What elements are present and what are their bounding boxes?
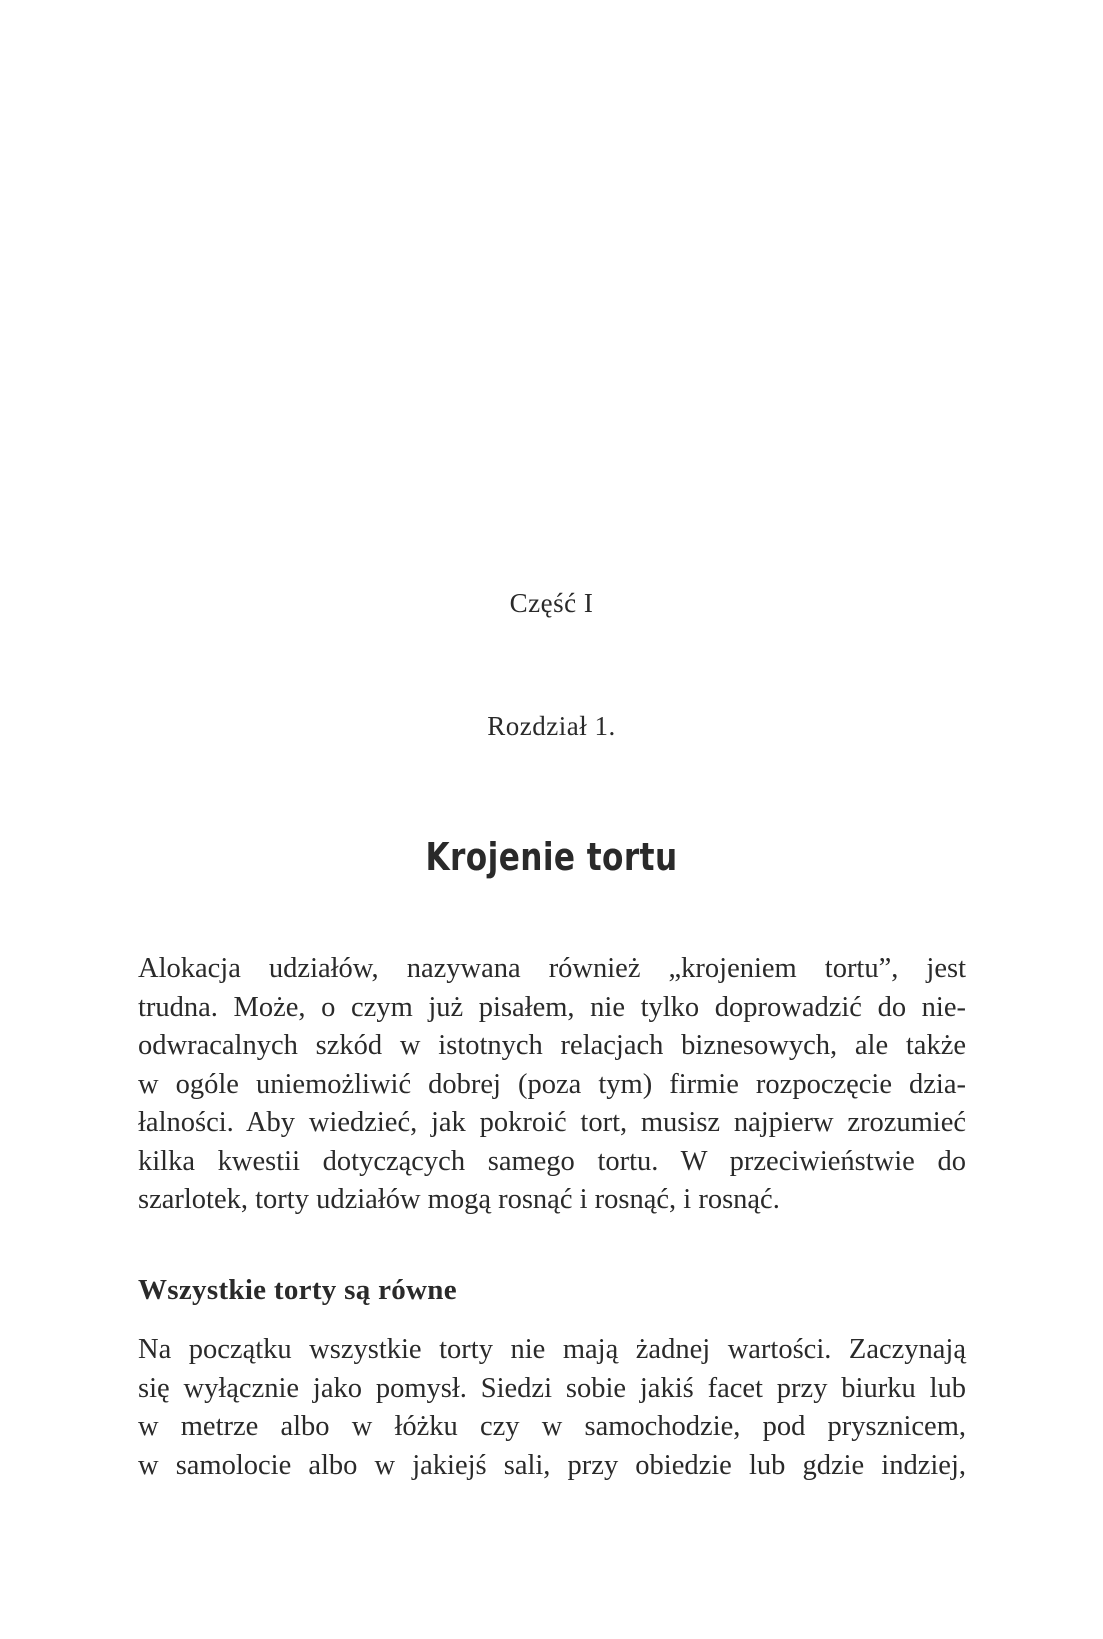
part-label: Część I bbox=[509, 588, 594, 618]
chapter-title: Krojenie tortu bbox=[425, 835, 678, 879]
paragraph-line: w ogóle uniemożliwić dobrej (poza tym) firmie rozpoczęcie dzia- bbox=[138, 1068, 966, 1100]
paragraph-line: szarlotek, torty udziałów mogą rosnąć i rosnąć, i rosnąć. bbox=[138, 1184, 780, 1215]
second-paragraph bbox=[138, 1331, 966, 1485]
paragraph-line: łalności. Aby wiedzieć, jak pokroić tort, musisz najpierw zrozumieć bbox=[138, 1107, 966, 1138]
paragraph-line: kilka kwestii dotyczących samego tortu. W przeciwieństwie do bbox=[138, 1145, 966, 1177]
intro-paragraph bbox=[138, 950, 966, 1220]
paragraph-line: się wyłącznie jako pomysł. Siedzi sobie jakiś facet przy biurku lub bbox=[138, 1372, 966, 1404]
chapter-label: Rozdział 1. bbox=[487, 711, 616, 741]
paragraph-line: trudna. Może, o czym już pisałem, nie tylko doprowadzić do nie- bbox=[138, 991, 966, 1023]
paragraph-line: w metrze albo w łóżku czy w samochodzie, pod prysznicem, bbox=[138, 1411, 966, 1442]
section-heading: Wszystkie torty są równe bbox=[138, 1274, 457, 1306]
paragraph-line: odwracalnych szkód w istotnych relacjach biznesowych, ale także bbox=[138, 1030, 966, 1061]
paragraph-line: Alokacja udziałów, nazywana również „krojeniem tortu”, jest bbox=[138, 953, 966, 984]
paragraph-line: Na początku wszystkie torty nie mają żadnej wartości. Zaczynają bbox=[138, 1334, 966, 1365]
paragraph-line: w samolocie albo w jakiejś sali, przy obiedzie lub gdzie indziej, bbox=[138, 1449, 966, 1481]
